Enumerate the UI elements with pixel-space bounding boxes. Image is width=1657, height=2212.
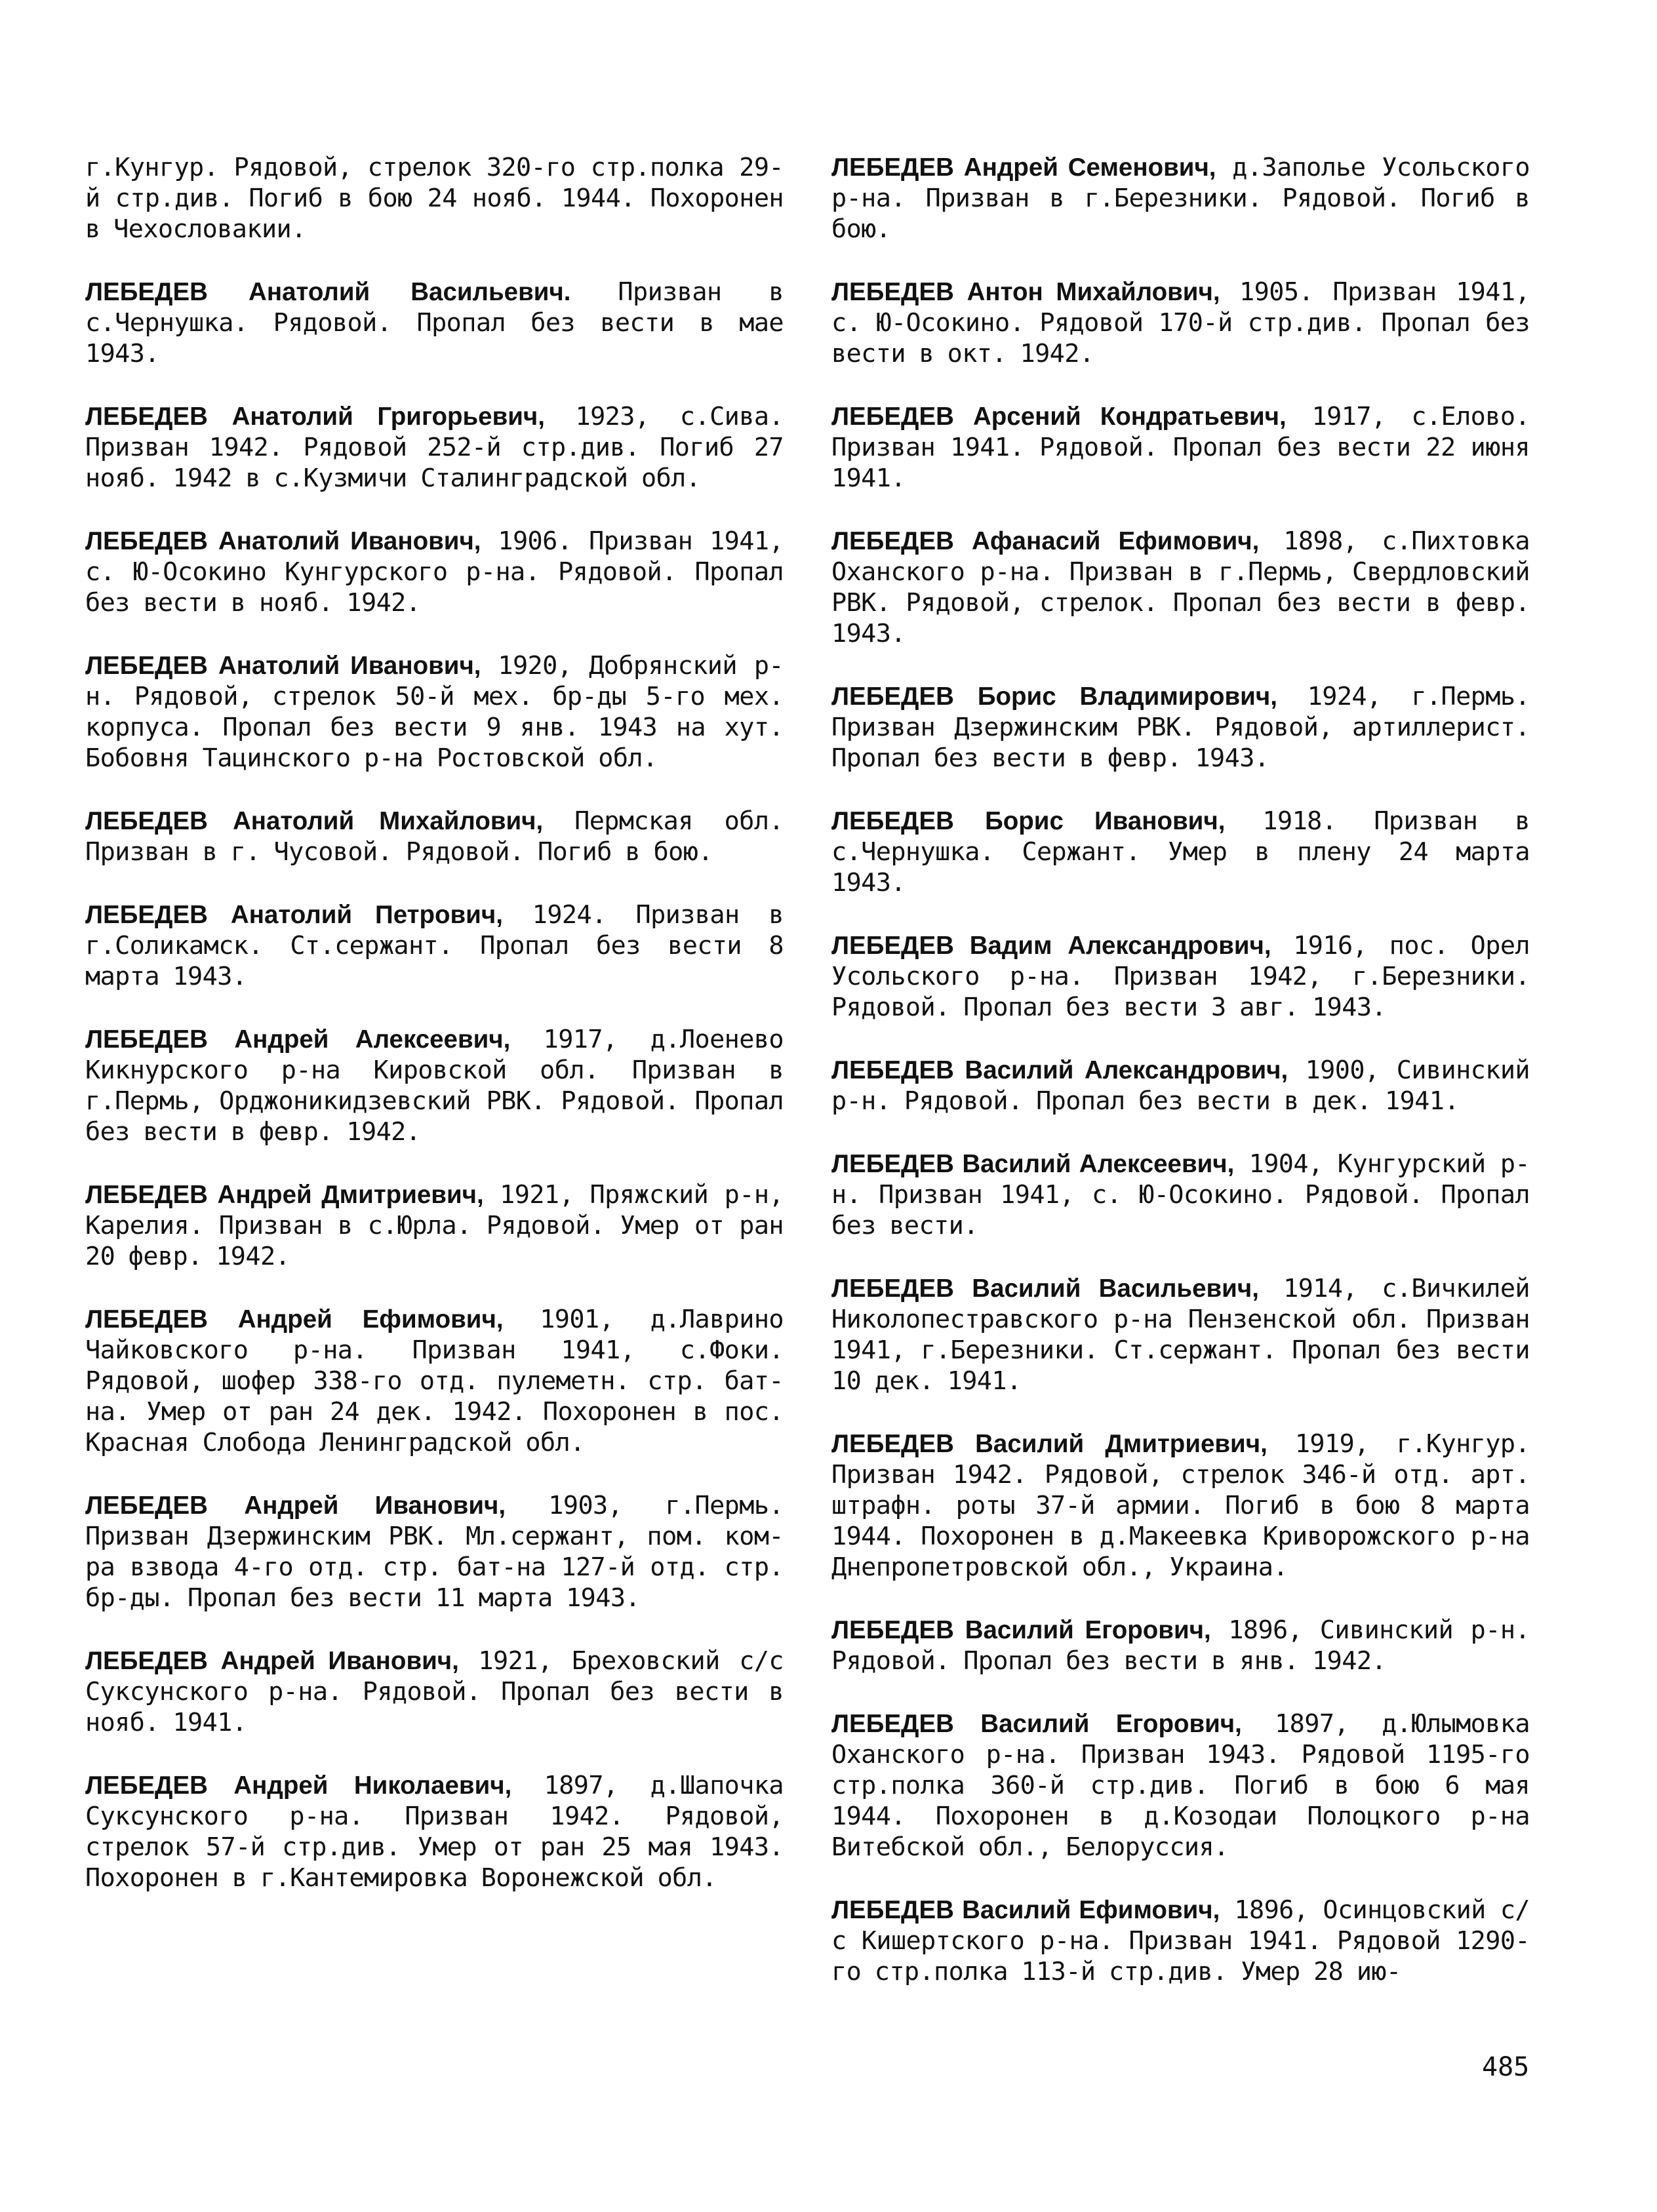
entry — [85, 650, 784, 774]
entry-name: ЛЕБЕДЕВ Борис Иванович, — [831, 807, 1226, 835]
entry-text: 1920, Добрянский р-н. Рядовой, стрелок 50-й мех. бр-ды 5-го мех. корпуса. Пропал без вести 9 янв. 1943 на хут. Бобовня Тацинского р-на Ростовской обл. — [85, 651, 784, 773]
entry-name: ЛЕБЕДЕВ Андрей Иванович, — [85, 1491, 506, 1520]
entry-text: 1897, д.Юлымовка Оханского р-на. Призван 1943. Рядовой 1195-го стр.полка 360-й стр.див. Погиб в бою 6 мая 1944. Похоронен в д.Козодаи Полоцкого р-на Витебской обл., Белоруссия. — [831, 1709, 1530, 1862]
entry-name: ЛЕБЕДЕВ Арсений Кондратьевич, — [831, 403, 1287, 431]
entry-text: 1917, с.Елово. Призван 1941. Рядовой. Пропал без вести 22 июня 1941. — [831, 402, 1530, 493]
entry — [831, 1708, 1530, 1863]
entry-name: ЛЕБЕДЕВ Андрей Иванович, — [85, 1647, 459, 1675]
entry — [85, 1304, 784, 1458]
entry — [85, 277, 784, 369]
entry-text: 1900, Сивинский р-н. Рядовой. Пропал без вести в дек. 1941. — [831, 1056, 1530, 1116]
entry-name: ЛЕБЕДЕВ Антон Михайлович, — [831, 278, 1220, 306]
entry-name: ЛЕБЕДЕВ Анатолий Васильевич. — [85, 278, 571, 306]
entry-name: ЛЕБЕДЕВ Андрей Николаевич, — [85, 1771, 512, 1800]
entry-text: 1905. Призван 1941, с. Ю-Осокино. Рядовой 170-й стр.див. Пропал без вести в окт. 1942. — [831, 277, 1530, 368]
entry-text: Призван в с.Чернушка. Рядовой. Пропал без вести в мае 1943. — [85, 277, 784, 368]
left-column — [85, 152, 784, 1926]
entry — [831, 806, 1530, 898]
entry — [831, 277, 1530, 369]
entry-text: 1917, д.Лоенево Кикнурского р-на Кировской обл. Призван в г.Пермь, Орджоникидзевский РВК. Рядовой. Пропал без вести в февр. 1942. — [85, 1025, 784, 1147]
entry-continuation: г.Кунгур. Рядовой, стрелок 320-го стр.полка 29-й стр.див. Погиб в бою 24 нояб. 1944. Похоронен в Чехословакии. — [85, 153, 784, 244]
entry-name: ЛЕБЕДЕВ Василий Ефимович, — [831, 1896, 1220, 1924]
entry-name: ЛЕБЕДЕВ Афанасий Ефимович, — [831, 527, 1260, 555]
entry-name: ЛЕБЕДЕВ Анатолий Иванович, — [85, 652, 481, 680]
entry — [85, 1490, 784, 1613]
entry — [831, 152, 1530, 245]
entry-text: Пермская обл. Призван в г. Чусовой. Рядовой. Погиб в бою. — [85, 806, 784, 867]
entry — [831, 1895, 1530, 1987]
entry-name: ЛЕБЕДЕВ Василий Васильевич, — [831, 1274, 1259, 1303]
entry-name: ЛЕБЕДЕВ Анатолий Иванович, — [85, 527, 481, 555]
entry-name: ЛЕБЕДЕВ Андрей Семенович, — [831, 153, 1216, 182]
entry — [85, 526, 784, 618]
entry — [831, 681, 1530, 774]
entry — [831, 401, 1530, 494]
entry-text: 1901, д.Лаврино Чайковского р-на. Призван 1941, с.Фоки. Рядовой, шофер 338-го отд. пулеметн. стр. бат-на. Умер от ран 24 дек. 1942. Похоронен в пос. Красная Слобода Ленинградской обл. — [85, 1305, 784, 1457]
entry-text: 1904, Кунгурский р-н. Призван 1941, с. Ю-Осокино. Рядовой. Пропал без вести. — [831, 1149, 1530, 1240]
entry-name: ЛЕБЕДЕВ Борис Владимирович, — [831, 682, 1277, 711]
entry-text: 1923, с.Сива. Призван 1942. Рядовой 252-й стр.див. Погиб 27 нояб. 1942 в с.Кузмичи Сталинградской обл. — [85, 402, 784, 493]
entry-name: ЛЕБЕДЕВ Василий Алексеевич, — [831, 1150, 1235, 1178]
entry-text: 1924. Призван в г.Соликамск. Ст.сержант. Пропал без вести 8 марта 1943. — [85, 900, 784, 991]
entry-text: 1896, Осинцовский с/с Кишертского р-на. Призван 1941. Рядовой 1290-го стр.полка 113-й стр.див. Умер 28 ию- — [831, 1895, 1530, 1986]
entry-text: 1918. Призван в с.Чернушка. Сержант. Умер в плену 24 марта 1943. — [831, 806, 1530, 898]
entry — [85, 899, 784, 992]
entry-text: 1921, Бреховский с/с Суксунского р-на. Рядовой. Пропал без вести в нояб. 1941. — [85, 1646, 784, 1737]
entry — [831, 1149, 1530, 1241]
entry-text: 1924, г.Пермь. Призван Дзержинским РВК. Рядовой, артиллерист. Пропал без вести в февр. 1943. — [831, 682, 1530, 773]
entry — [85, 1179, 784, 1272]
entry-text: д.Заполье Усольского р-на. Призван в г.Березники. Рядовой. Погиб в бою. — [831, 153, 1530, 244]
entry — [85, 401, 784, 494]
entry-text: 1898, с.Пихтовка Оханского р-на. Призван в г.Пермь, Свердловский РВК. Рядовой, стрелок. Пропал без вести в февр. 1943. — [831, 526, 1530, 648]
entry-name: ЛЕБЕДЕВ Василий Егорович, — [831, 1616, 1211, 1644]
entry — [831, 1055, 1530, 1116]
entry-text: 1916, пос. Орел Усольского р-на. Призван 1942, г.Березники. Рядовой. Пропал без вести 3 авг. 1943. — [831, 931, 1530, 1022]
entry — [831, 1429, 1530, 1583]
entry-name: ЛЕБЕДЕВ Василий Дмитриевич, — [831, 1430, 1268, 1458]
entry-name: ЛЕБЕДЕВ Василий Егорович, — [831, 1710, 1242, 1738]
entry-text: 1897, д.Шапочка Суксунского р-на. Призван 1942. Рядовой, стрелок 57-й стр.див. Умер от ран 25 мая 1943. Похоронен в г.Кантемировка Воронежской обл. — [85, 1771, 784, 1893]
entry-text: 1921, Пряжский р-н, Карелия. Призван в с.Юрла. Рядовой. Умер от ран 20 февр. 1942. — [85, 1180, 784, 1271]
entry-name: ЛЕБЕДЕВ Вадим Александрович, — [831, 932, 1271, 960]
entry-text: 1906. Призван 1941, с. Ю-Осокино Кунгурского р-на. Рядовой. Пропал без вести в нояб. 1942. — [85, 526, 784, 618]
entry-name: ЛЕБЕДЕВ Анатолий Петрович, — [85, 901, 503, 929]
entry-name: ЛЕБЕДЕВ Василий Александрович, — [831, 1056, 1288, 1084]
entry-name: ЛЕБЕДЕВ Андрей Алексеевич, — [85, 1025, 511, 1054]
entry — [85, 1024, 784, 1147]
entry — [85, 806, 784, 867]
entry — [85, 1770, 784, 1893]
right-column — [831, 152, 1530, 2019]
page-number: 485 — [1482, 2052, 1530, 2082]
entry-name: ЛЕБЕДЕВ Андрей Дмитриевич, — [85, 1181, 484, 1209]
entry — [831, 1273, 1530, 1396]
entry — [85, 1646, 784, 1738]
entry-name: ЛЕБЕДЕВ Андрей Ефимович, — [85, 1305, 504, 1333]
entry-text: 1914, с.Вичкилей Николопестравского р-на Пензенской обл. Призван 1941, г.Березники. Ст.сержант. Пропал без вести 10 дек. 1941. — [831, 1274, 1530, 1396]
entry-name: ЛЕБЕДЕВ Анатолий Михайлович, — [85, 807, 544, 835]
entry-text: 1896, Сивинский р-н. Рядовой. Пропал без вести в янв. 1942. — [831, 1615, 1530, 1676]
entry — [831, 526, 1530, 649]
entry-name: ЛЕБЕДЕВ Анатолий Григорьевич, — [85, 403, 545, 431]
entry — [831, 930, 1530, 1023]
entry — [831, 1615, 1530, 1676]
entry-text: 1919, г.Кунгур. Призван 1942. Рядовой, стрелок 346-й отд. арт. штрафн. роты 37-й армии. Погиб в бою 8 марта 1944. Похоронен в д.Макеевка Криворожского р-на Днепропетровской обл., Украина. — [831, 1429, 1530, 1582]
entry-text: 1903, г.Пермь. Призван Дзержинским РВК. Мл.сержант, пом. ком-ра взвода 4-го отд. стр. бат-на 127-й отд. стр. бр-ды. Пропал без вести 11 марта 1943. — [85, 1491, 784, 1613]
